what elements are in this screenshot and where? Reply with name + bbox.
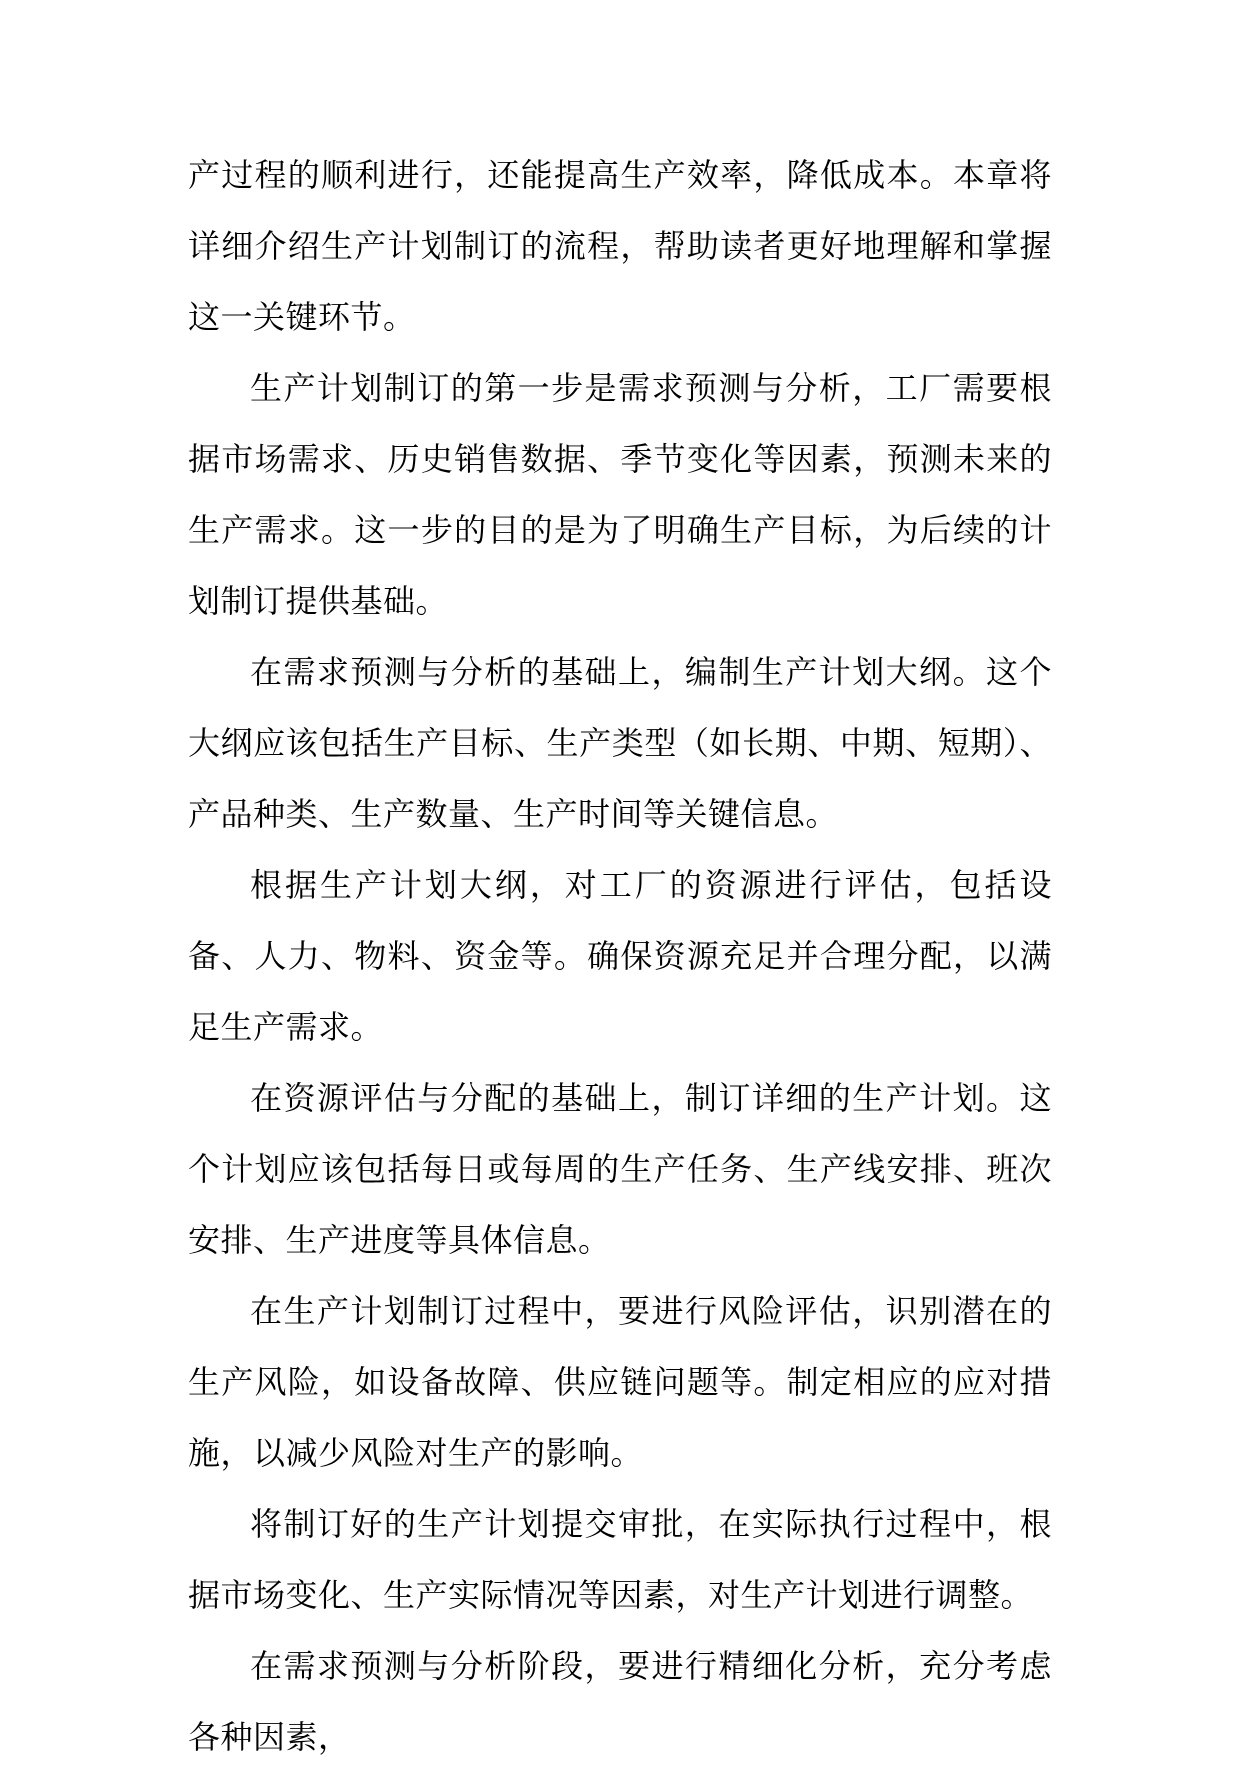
document-page <box>188 140 1052 1773</box>
paragraph-6: 在生产计划制订过程中，要进行风险评估，识别潜在的生产风险，如设备故障、供应链问题等。制定相应的应对措施，以减少风险对生产的影响。 <box>188 1292 1052 1472</box>
paragraph-2: 生产计划制订的第一步是需求预测与分析，工厂需要根据市场需求、历史销售数据、季节变化等因素，预测未来的生产需求。这一步的目的是为了明确生产目标，为后续的计划制订提供基础。 <box>188 369 1052 620</box>
paragraph-5: 在资源评估与分配的基础上，制订详细的生产计划。这个计划应该包括每日或每周的生产任务、生产线安排、班次安排、生产进度等具体信息。 <box>188 1079 1052 1259</box>
paragraph-1: 产过程的顺利进行，还能提高生产效率，降低成本。本章将详细介绍生产计划制订的流程，帮助读者更好地理解和掌握这一关键环节。 <box>188 156 1052 336</box>
paragraph-3: 在需求预测与分析的基础上，编制生产计划大纲。这个大纲应该包括生产目标、生产类型（如长期、中期、短期）、产品种类、生产数量、生产时间等关键信息。 <box>188 653 1052 833</box>
paragraph-4: 根据生产计划大纲，对工厂的资源进行评估，包括设备、人力、物料、资金等。确保资源充足并合理分配，以满足生产需求。 <box>188 866 1052 1046</box>
paragraph-7: 将制订好的生产计划提交审批，在实际执行过程中，根据市场变化、生产实际情况等因素，对生产计划进行调整。 <box>188 1505 1052 1614</box>
paragraph-8: 在需求预测与分析阶段，要进行精细化分析，充分考虑各种因素， <box>188 1647 1052 1756</box>
